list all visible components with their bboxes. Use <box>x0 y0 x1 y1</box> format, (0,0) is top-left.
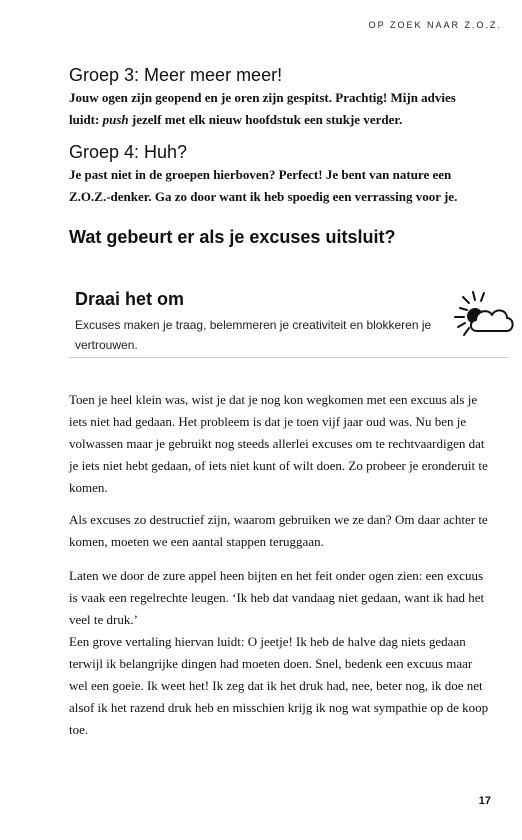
page-number: 17 <box>478 795 491 807</box>
paragraph-3: Laten we door de zure appel heen bijten en het feit onder ogen zien: een excuus is vaak een regelrechte leugen. ‘Ik heb dat vandaag niet gedaan, want ik had het veel te druk.’ <box>69 568 485 627</box>
groep3-emphasis: push <box>102 112 129 127</box>
paragraph-4: Een grove vertaling hiervan luidt: O jeetje! Ik heb de halve dag niets gedaan terwijl ik belangrijke dingen had moeten doen. Snel, bedenk een excuus maar wel een goeie. Ik weet het! Ik zeg dat ik het druk had, nee, beter nog, ik doe net alsof ik het razend druk heb en misschien krijg ik nog wat sympathie op de koop toe. <box>69 634 489 737</box>
groep4-title: Groep 4: Huh? <box>69 142 188 162</box>
paragraph-2: Als excuses zo destructief zijn, waarom gebruiken we ze dan? Om daar achter te komen, moeten we een aantal stappen teruggaan. <box>69 512 488 549</box>
groep4-text: Je past niet in de groepen hierboven? Perfect! Je bent van nature een Z.O.Z.-denker. Ga zo door want ik heb spoedig een verrassing voor je. <box>69 167 458 204</box>
paragraph-1: Toen je heel klein was, wist je dat je nog kon wegkomen met een excuus als je iets niet had gedaan. Het probleem is dat je toen vijf jaar oud was. Nu ben je volwassen maar je gebruikt nog steeds allerlei excuses om te rechtvaardigen dat je iets niet hebt gedaan, of iets niet kunt of wilt doen. Zo probeer je eronderuit te komen. <box>69 392 488 495</box>
groep3-text-part1: Jouw ogen zijn geopend en je oren zijn gespitst. Prachtig! Mijn advies luidt: <box>69 90 456 127</box>
section-heading: Wat gebeurt er als je excuses uitsluit? <box>69 227 396 247</box>
groep3-text <box>69 87 489 131</box>
tip-box-divider <box>69 357 509 358</box>
tip-box-subtitle: Excuses maken je traag, belemmeren je creativiteit en blokkeren je vertrouwen. <box>75 318 432 352</box>
groep3-title: Groep 3: Meer meer meer! <box>69 65 283 85</box>
tip-box-title: Draai het om <box>75 289 185 309</box>
sun-behind-cloud-icon <box>451 291 517 341</box>
running-head: OP ZOEK NAAR Z.O.Z. <box>368 20 502 30</box>
groep3-text-part2: jezelf met elk nieuw hoofdstuk een stukje verder. <box>128 112 403 127</box>
